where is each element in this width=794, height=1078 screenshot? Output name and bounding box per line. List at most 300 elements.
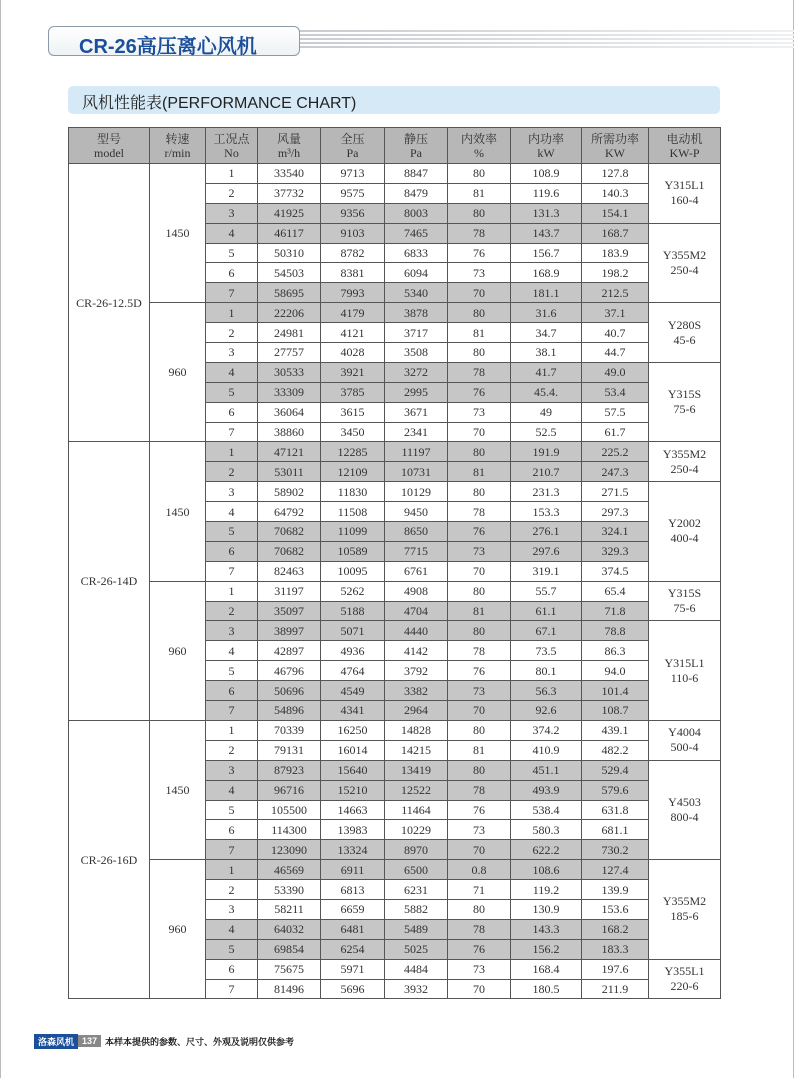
cell-efficiency: 70 (448, 701, 511, 721)
cell-internal-power: 538.4 (511, 800, 582, 820)
column-header-label: 工况点 (213, 131, 250, 146)
cell-efficiency: 81 (448, 323, 511, 343)
cell-efficiency: 73 (448, 681, 511, 701)
cell-efficiency: 80 (448, 720, 511, 740)
cell-internal-power: 374.2 (511, 720, 582, 740)
cell-internal-power: 108.9 (511, 164, 582, 184)
cell-required-power: 71.8 (582, 601, 649, 621)
cell-point: 2 (206, 183, 258, 203)
column-header-label: 静压 (403, 131, 428, 146)
cell-internal-power: 130.9 (511, 899, 582, 919)
cell-static-pressure: 8970 (385, 840, 448, 860)
cell-static-pressure: 3932 (385, 979, 448, 999)
motor-model: Y355M2 (662, 247, 707, 262)
cell-required-power: 78.8 (582, 621, 649, 641)
column-header-unit: kW (537, 145, 555, 160)
cell-flow: 50310 (258, 243, 321, 263)
column-header-unit: r/min (164, 145, 191, 160)
cell-total-pressure: 5262 (321, 581, 385, 601)
motor-cell (649, 860, 721, 959)
cell-required-power: 211.9 (582, 979, 649, 999)
cell-flow: 27757 (258, 343, 321, 363)
footer-disclaimer: 本样本提供的参数、尺寸、外观及说明仅供参考 (105, 1036, 295, 1047)
page-footer (34, 1034, 294, 1048)
cell-static-pressure: 6833 (385, 243, 448, 263)
cell-internal-power: 41.7 (511, 362, 582, 382)
cell-static-pressure: 6231 (385, 880, 448, 900)
cell-internal-power: 156.7 (511, 243, 582, 263)
section-title: 风机性能表(PERFORMANCE CHART) (82, 95, 357, 112)
cell-internal-power: 168.9 (511, 263, 582, 283)
cell-flow: 35097 (258, 601, 321, 621)
cell-static-pressure: 5882 (385, 899, 448, 919)
column-header-label: 型号 (96, 131, 121, 146)
motor-cell (649, 760, 721, 859)
motor-rating: 220-6 (670, 979, 699, 994)
cell-total-pressure: 5971 (321, 959, 385, 979)
motor-rating: 400-4 (670, 531, 699, 546)
cell-point: 5 (206, 939, 258, 959)
cell-internal-power: 73.5 (511, 641, 582, 661)
cell-internal-power: 80.1 (511, 661, 582, 681)
cell-point: 1 (206, 164, 258, 184)
cell-required-power: 94.0 (582, 661, 649, 681)
cell-efficiency: 73 (448, 402, 511, 422)
cell-total-pressure: 14663 (321, 800, 385, 820)
cell-internal-power: 231.3 (511, 482, 582, 502)
cell-required-power: 225.2 (582, 442, 649, 462)
cell-internal-power: 143.7 (511, 223, 582, 243)
motor-model: Y2002 (668, 516, 701, 531)
cell-point: 6 (206, 402, 258, 422)
cell-static-pressure: 5489 (385, 919, 448, 939)
cell-efficiency: 78 (448, 223, 511, 243)
motor-cell (649, 303, 721, 363)
cell-efficiency: 76 (448, 939, 511, 959)
speed-cell: 1450 (150, 164, 206, 303)
cell-flow: 70339 (258, 720, 321, 740)
cell-efficiency: 76 (448, 800, 511, 820)
cell-required-power: 730.2 (582, 840, 649, 860)
cell-efficiency: 0.8 (448, 860, 511, 880)
cell-internal-power: 181.1 (511, 283, 582, 303)
cell-static-pressure: 4704 (385, 601, 448, 621)
motor-cell (649, 720, 721, 760)
column-header-label: 转速 (165, 131, 190, 146)
cell-required-power: 183.9 (582, 243, 649, 263)
cell-internal-power: 493.9 (511, 780, 582, 800)
speed-cell: 960 (150, 860, 206, 999)
column-header-unit: No (224, 145, 239, 160)
cell-point: 2 (206, 880, 258, 900)
motor-cell (649, 482, 721, 581)
cell-point: 5 (206, 661, 258, 681)
cell-required-power: 53.4 (582, 382, 649, 402)
speed-cell: 960 (150, 581, 206, 720)
cell-required-power: 168.7 (582, 223, 649, 243)
page-number: 137 (78, 1035, 101, 1047)
cell-internal-power: 31.6 (511, 303, 582, 323)
cell-total-pressure: 6813 (321, 880, 385, 900)
cell-internal-power: 108.6 (511, 860, 582, 880)
cell-flow: 114300 (258, 820, 321, 840)
table-row (69, 164, 721, 184)
column-header-motor (649, 128, 721, 164)
cell-total-pressure: 4549 (321, 681, 385, 701)
cell-flow: 58902 (258, 482, 321, 502)
cell-required-power: 297.3 (582, 502, 649, 522)
cell-flow: 46796 (258, 661, 321, 681)
footer-brand: 洛森风机 (34, 1034, 78, 1049)
cell-efficiency: 70 (448, 561, 511, 581)
cell-required-power: 153.6 (582, 899, 649, 919)
cell-static-pressure: 6094 (385, 263, 448, 283)
cell-static-pressure: 3671 (385, 402, 448, 422)
cell-total-pressure: 4179 (321, 303, 385, 323)
cell-point: 6 (206, 263, 258, 283)
column-header-model (69, 128, 150, 164)
cell-efficiency: 76 (448, 382, 511, 402)
cell-static-pressure: 14215 (385, 740, 448, 760)
motor-model: Y4503 (668, 794, 701, 809)
column-header-unit: m³/h (277, 145, 301, 160)
motor-rating: 250-4 (670, 262, 699, 277)
cell-static-pressure: 12522 (385, 780, 448, 800)
cell-required-power: 681.1 (582, 820, 649, 840)
cell-flow: 64032 (258, 919, 321, 939)
cell-flow: 54896 (258, 701, 321, 721)
cell-static-pressure: 7715 (385, 541, 448, 561)
cell-total-pressure: 9103 (321, 223, 385, 243)
motor-cell (649, 164, 721, 224)
cell-flow: 38997 (258, 621, 321, 641)
cell-flow: 30533 (258, 362, 321, 382)
cell-flow: 58211 (258, 899, 321, 919)
cell-flow: 22206 (258, 303, 321, 323)
cell-static-pressure: 5025 (385, 939, 448, 959)
cell-efficiency: 80 (448, 482, 511, 502)
cell-static-pressure: 5340 (385, 283, 448, 303)
motor-rating: 75-6 (673, 402, 696, 417)
cell-total-pressure: 5696 (321, 979, 385, 999)
cell-efficiency: 78 (448, 502, 511, 522)
cell-static-pressure: 8847 (385, 164, 448, 184)
cell-internal-power: 168.4 (511, 959, 582, 979)
cell-point: 6 (206, 820, 258, 840)
cell-required-power: 49.0 (582, 362, 649, 382)
cell-internal-power: 210.7 (511, 462, 582, 482)
motor-cell (649, 621, 721, 720)
cell-point: 5 (206, 800, 258, 820)
motor-model: Y315L1 (664, 655, 705, 670)
cell-required-power: 37.1 (582, 303, 649, 323)
cell-static-pressure: 2341 (385, 422, 448, 442)
cell-flow: 37732 (258, 183, 321, 203)
cell-flow: 58695 (258, 283, 321, 303)
cell-static-pressure: 6761 (385, 561, 448, 581)
cell-flow: 33309 (258, 382, 321, 402)
cell-required-power: 631.8 (582, 800, 649, 820)
model-cell: CR-26-14D (69, 442, 150, 720)
cell-point: 4 (206, 362, 258, 382)
cell-efficiency: 73 (448, 959, 511, 979)
cell-point: 3 (206, 203, 258, 223)
cell-point: 1 (206, 860, 258, 880)
cell-internal-power: 45.4. (511, 382, 582, 402)
cell-efficiency: 80 (448, 442, 511, 462)
cell-flow: 54503 (258, 263, 321, 283)
cell-point: 3 (206, 760, 258, 780)
cell-flow: 87923 (258, 760, 321, 780)
cell-static-pressure: 9450 (385, 502, 448, 522)
cell-internal-power: 580.3 (511, 820, 582, 840)
cell-efficiency: 71 (448, 880, 511, 900)
table-body (69, 164, 721, 999)
table-row (69, 581, 721, 601)
cell-internal-power: 143.3 (511, 919, 582, 939)
cell-static-pressure: 13419 (385, 760, 448, 780)
cell-required-power: 374.5 (582, 561, 649, 581)
cell-required-power: 271.5 (582, 482, 649, 502)
cell-point: 3 (206, 899, 258, 919)
cell-flow: 82463 (258, 561, 321, 581)
model-cell: CR-26-12.5D (69, 164, 150, 442)
column-header-label: 内功率 (527, 131, 564, 146)
column-header-label: 内效率 (460, 131, 497, 146)
cell-total-pressure: 3450 (321, 422, 385, 442)
cell-static-pressure: 8479 (385, 183, 448, 203)
cell-efficiency: 70 (448, 840, 511, 860)
cell-static-pressure: 3272 (385, 362, 448, 382)
cell-point: 2 (206, 740, 258, 760)
cell-static-pressure: 14828 (385, 720, 448, 740)
cell-static-pressure: 3508 (385, 343, 448, 363)
cell-internal-power: 319.1 (511, 561, 582, 581)
column-header-efficiency (448, 128, 511, 164)
column-header-flow (258, 128, 321, 164)
cell-flow: 96716 (258, 780, 321, 800)
cell-required-power: 198.2 (582, 263, 649, 283)
speed-cell: 1450 (150, 442, 206, 581)
cell-total-pressure: 10095 (321, 561, 385, 581)
cell-flow: 50696 (258, 681, 321, 701)
cell-total-pressure: 5188 (321, 601, 385, 621)
header-title-box (48, 26, 300, 56)
cell-required-power: 197.6 (582, 959, 649, 979)
cell-point: 4 (206, 780, 258, 800)
cell-internal-power: 410.9 (511, 740, 582, 760)
cell-flow: 41925 (258, 203, 321, 223)
cell-flow: 53390 (258, 880, 321, 900)
cell-point: 4 (206, 223, 258, 243)
cell-flow: 42897 (258, 641, 321, 661)
column-header-static-pressure (385, 128, 448, 164)
column-header-unit: % (474, 145, 484, 160)
cell-efficiency: 80 (448, 303, 511, 323)
performance-table (68, 127, 721, 999)
cell-point: 1 (206, 303, 258, 323)
cell-required-power: 65.4 (582, 581, 649, 601)
motor-cell (649, 581, 721, 621)
cell-efficiency: 81 (448, 462, 511, 482)
cell-required-power: 57.5 (582, 402, 649, 422)
cell-static-pressure: 10229 (385, 820, 448, 840)
cell-internal-power: 56.3 (511, 681, 582, 701)
motor-rating: 500-4 (670, 740, 699, 755)
cell-internal-power: 131.3 (511, 203, 582, 223)
cell-efficiency: 70 (448, 422, 511, 442)
model-cell: CR-26-16D (69, 720, 150, 998)
cell-static-pressure: 10731 (385, 462, 448, 482)
cell-efficiency: 80 (448, 343, 511, 363)
cell-total-pressure: 8782 (321, 243, 385, 263)
cell-efficiency: 70 (448, 979, 511, 999)
cell-total-pressure: 12285 (321, 442, 385, 462)
cell-flow: 69854 (258, 939, 321, 959)
cell-static-pressure: 2964 (385, 701, 448, 721)
cell-total-pressure: 13983 (321, 820, 385, 840)
cell-point: 4 (206, 641, 258, 661)
cell-total-pressure: 7993 (321, 283, 385, 303)
cell-total-pressure: 11508 (321, 502, 385, 522)
column-header-label: 风量 (276, 131, 301, 146)
cell-internal-power: 622.2 (511, 840, 582, 860)
cell-point: 3 (206, 343, 258, 363)
column-header-unit: Pa (346, 145, 359, 160)
cell-internal-power: 38.1 (511, 343, 582, 363)
cell-point: 1 (206, 442, 258, 462)
cell-internal-power: 297.6 (511, 541, 582, 561)
cell-required-power: 127.8 (582, 164, 649, 184)
cell-total-pressure: 6911 (321, 860, 385, 880)
cell-total-pressure: 4028 (321, 343, 385, 363)
cell-efficiency: 80 (448, 760, 511, 780)
cell-flow: 64792 (258, 502, 321, 522)
cell-point: 4 (206, 502, 258, 522)
table-header-row (69, 128, 721, 164)
cell-total-pressure: 8381 (321, 263, 385, 283)
cell-efficiency: 76 (448, 243, 511, 263)
cell-point: 5 (206, 522, 258, 542)
table-row (69, 860, 721, 880)
cell-total-pressure: 10589 (321, 541, 385, 561)
cell-static-pressure: 11464 (385, 800, 448, 820)
cell-required-power: 168.2 (582, 919, 649, 939)
cell-required-power: 529.4 (582, 760, 649, 780)
cell-internal-power: 34.7 (511, 323, 582, 343)
column-header-speed (150, 128, 206, 164)
cell-static-pressure: 3792 (385, 661, 448, 681)
cell-point: 7 (206, 422, 258, 442)
motor-cell (649, 362, 721, 442)
cell-required-power: 140.3 (582, 183, 649, 203)
cell-flow: 53011 (258, 462, 321, 482)
cell-internal-power: 92.6 (511, 701, 582, 721)
column-header-label: 电动机 (666, 131, 703, 146)
motor-rating: 800-4 (670, 809, 699, 824)
cell-internal-power: 119.2 (511, 880, 582, 900)
page-title: CR-26高压离心风机 (79, 36, 257, 58)
motor-cell (649, 959, 721, 999)
cell-static-pressure: 11197 (385, 442, 448, 462)
cell-required-power: 139.9 (582, 880, 649, 900)
column-header-label: 全压 (340, 131, 365, 146)
column-header-internal-power (511, 128, 582, 164)
cell-flow: 81496 (258, 979, 321, 999)
cell-internal-power: 180.5 (511, 979, 582, 999)
motor-rating: 185-6 (670, 909, 699, 924)
column-header-point (206, 128, 258, 164)
cell-static-pressure: 3382 (385, 681, 448, 701)
cell-static-pressure: 4440 (385, 621, 448, 641)
cell-flow: 36064 (258, 402, 321, 422)
motor-cell (649, 223, 721, 303)
cell-efficiency: 76 (448, 661, 511, 681)
speed-cell: 960 (150, 303, 206, 442)
cell-point: 7 (206, 979, 258, 999)
cell-flow: 24981 (258, 323, 321, 343)
cell-total-pressure: 6481 (321, 919, 385, 939)
cell-static-pressure: 8650 (385, 522, 448, 542)
cell-efficiency: 80 (448, 581, 511, 601)
cell-point: 1 (206, 720, 258, 740)
cell-static-pressure: 8003 (385, 203, 448, 223)
cell-efficiency: 78 (448, 919, 511, 939)
cell-efficiency: 80 (448, 164, 511, 184)
cell-flow: 105500 (258, 800, 321, 820)
cell-static-pressure: 3878 (385, 303, 448, 323)
motor-model: Y355M2 (662, 894, 707, 909)
cell-required-power: 101.4 (582, 681, 649, 701)
cell-efficiency: 78 (448, 362, 511, 382)
motor-rating: 75-6 (673, 601, 696, 616)
cell-static-pressure: 10129 (385, 482, 448, 502)
cell-point: 7 (206, 701, 258, 721)
cell-required-power: 40.7 (582, 323, 649, 343)
cell-internal-power: 191.9 (511, 442, 582, 462)
cell-total-pressure: 3615 (321, 402, 385, 422)
column-header-unit: model (94, 145, 124, 160)
table-row (69, 303, 721, 323)
cell-internal-power: 55.7 (511, 581, 582, 601)
cell-required-power: 579.6 (582, 780, 649, 800)
cell-point: 2 (206, 601, 258, 621)
cell-internal-power: 61.1 (511, 601, 582, 621)
table-row (69, 442, 721, 462)
cell-point: 2 (206, 462, 258, 482)
cell-efficiency: 73 (448, 541, 511, 561)
cell-internal-power: 276.1 (511, 522, 582, 542)
section-heading-bar (68, 86, 720, 114)
speed-cell: 1450 (150, 720, 206, 859)
cell-required-power: 61.7 (582, 422, 649, 442)
cell-point: 7 (206, 283, 258, 303)
cell-required-power: 439.1 (582, 720, 649, 740)
cell-total-pressure: 15640 (321, 760, 385, 780)
cell-static-pressure: 2995 (385, 382, 448, 402)
cell-internal-power: 119.6 (511, 183, 582, 203)
motor-rating: 110-6 (670, 670, 699, 685)
cell-efficiency: 80 (448, 621, 511, 641)
cell-total-pressure: 4341 (321, 701, 385, 721)
cell-flow: 31197 (258, 581, 321, 601)
cell-static-pressure: 3717 (385, 323, 448, 343)
cell-internal-power: 156.2 (511, 939, 582, 959)
motor-rating: 45-6 (673, 332, 696, 347)
cell-total-pressure: 16250 (321, 720, 385, 740)
motor-model: Y280S (667, 317, 702, 332)
cell-total-pressure: 3785 (321, 382, 385, 402)
